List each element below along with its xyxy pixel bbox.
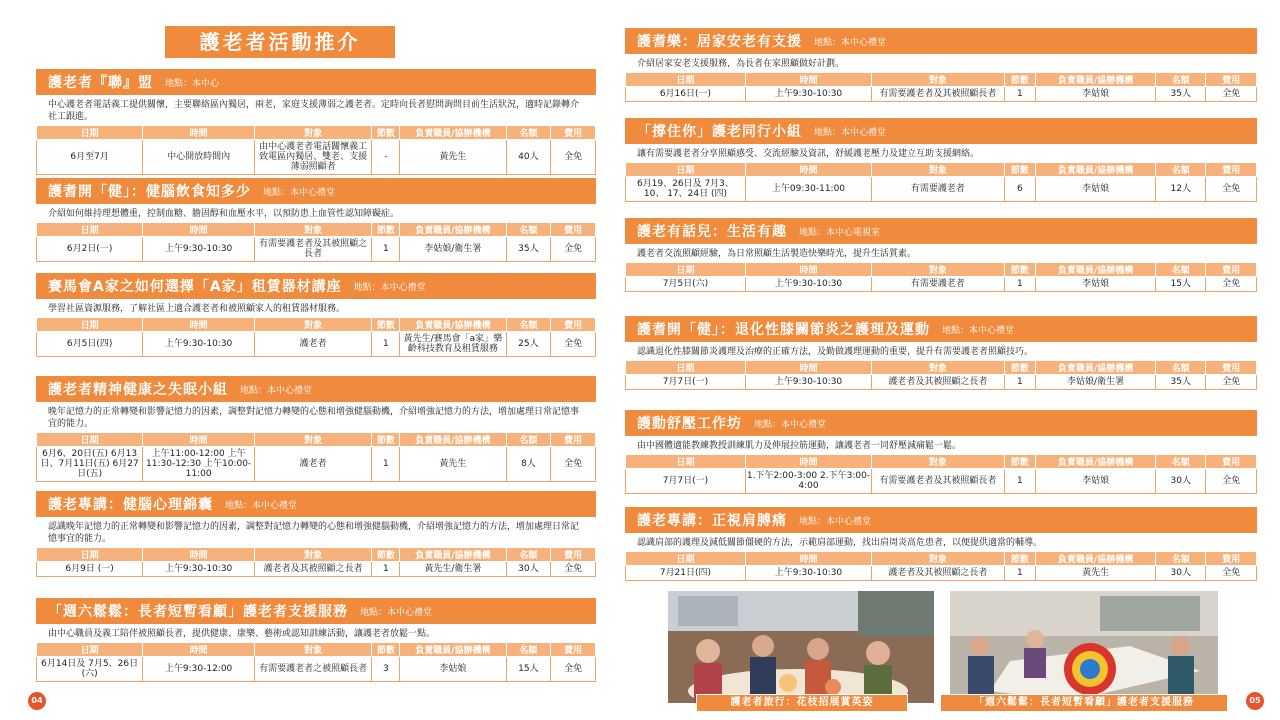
table-cell: 上午9:30-10:30: [745, 566, 871, 581]
table-header-cell: 費用: [551, 548, 596, 562]
table-cell: 黃先生: [400, 447, 506, 482]
table-row: [37, 657, 596, 682]
table-header-cell: 時間: [143, 126, 255, 140]
table-row: [37, 562, 596, 577]
activity-title: 護老專講：正視肩膊痛: [637, 513, 787, 529]
table-header-cell: 日期: [37, 548, 143, 562]
table-header-cell: 名額: [506, 548, 551, 562]
activity-header: [36, 376, 596, 402]
table-cell: 6: [1004, 177, 1036, 202]
activity-header: [625, 316, 1257, 342]
activity-table: [625, 162, 1257, 202]
activity-description: 護老者交流照顧經驗，為日常照顧生活製造快樂時光，提升生活質素。: [637, 249, 917, 259]
activity-description: 由中國體適能教練教授訓練肌力及伸展拉筋運動，讓護老者一同舒壓減痛鬆一鬆。: [637, 441, 962, 451]
activity-title: 護耆開「健」：退化性膝關節炎之護理及運動: [637, 322, 930, 338]
activity-title: 「週六鬆鬆：長者短暫看顧」護老者支援服務: [48, 604, 348, 620]
activity-section: [625, 218, 1257, 292]
table-header-cell: 名額: [506, 318, 551, 332]
activity-section: [36, 178, 596, 262]
activity-location: 地點：本中心禮堂: [353, 282, 426, 293]
table-cell: 1: [1004, 277, 1036, 292]
table-header-cell: 費用: [551, 433, 596, 447]
table-cell: 3: [372, 657, 400, 682]
table-header-cell: 負責職員/協辦機構: [1036, 73, 1156, 87]
table-cell: 中心開放時間內: [143, 140, 255, 175]
table-header-cell: 名額: [1156, 361, 1206, 375]
table-header-row: [626, 455, 1257, 469]
table-cell: 有需要護老者: [872, 277, 1005, 292]
table-header-cell: 費用: [551, 318, 596, 332]
table-header-cell: 日期: [626, 163, 746, 177]
table-header-row: [37, 223, 596, 237]
table-header-row: [626, 361, 1257, 375]
table-cell: 35人: [506, 237, 551, 262]
table-header-cell: 費用: [1206, 163, 1257, 177]
table-header-cell: 時間: [143, 223, 255, 237]
activity-location: 地點：本中心禮堂: [225, 500, 298, 511]
table-cell: 有需要護老者及其被照顧之長者: [255, 237, 372, 262]
table-header-row: [37, 318, 596, 332]
table-cell: 護老者及其被照顧之長者: [872, 566, 1005, 581]
activity-table: [625, 262, 1257, 292]
table-header-cell: 時間: [745, 361, 871, 375]
activity-title: 護耆樂：居家安老有支援: [637, 34, 802, 50]
table-header-cell: 節數: [1004, 163, 1036, 177]
activity-description: 讓有需要護老者分享照顧感受、交流經驗及資訊，舒緩護老壓力及建立互助支援網絡。: [637, 149, 980, 159]
table-cell: 上午11:00-12:00 上午11:30-12:30 上午10:00-11:00: [143, 447, 255, 482]
table-header-row: [37, 548, 596, 562]
table-header-cell: 對象: [255, 433, 372, 447]
table-cell: 全免: [1206, 566, 1257, 581]
activity-section: [625, 28, 1257, 102]
table-header-cell: 名額: [1156, 552, 1206, 566]
activity-description: 學習社區資源服務，了解社區上適合護老者和被照顧家人的租賃器材服務。: [48, 304, 346, 314]
table-cell: 全免: [551, 140, 596, 175]
table-header-cell: 對象: [255, 223, 372, 237]
table-header-cell: 日期: [37, 433, 143, 447]
table-cell: 7月21日(四): [626, 566, 746, 581]
table-cell: 30人: [506, 562, 551, 577]
activity-table: [36, 432, 596, 482]
table-header-cell: 負責職員/協辦機構: [400, 548, 506, 562]
table-header-cell: 名額: [1156, 263, 1206, 277]
table-cell: 35人: [1156, 375, 1206, 390]
table-cell: 40人: [506, 140, 551, 175]
table-cell: 全免: [551, 657, 596, 682]
table-header-cell: 對象: [255, 643, 372, 657]
table-header-cell: 日期: [37, 643, 143, 657]
table-cell: -: [372, 140, 400, 175]
activity-description: 認識晚年記憶力的正常轉變和影響記憶力的因素，調整對記憶力轉變的心態和增強健腦動機，介紹增強記憶力的方法，增加處理日常記憶事宜的能力。: [48, 522, 580, 544]
table-cell: 李姑娘/衛生署: [1036, 375, 1156, 390]
photo-saturday: [950, 591, 1218, 703]
table-header-cell: 對象: [255, 548, 372, 562]
table-header-cell: 時間: [143, 548, 255, 562]
table-header-cell: 日期: [626, 361, 746, 375]
table-row: [626, 566, 1257, 581]
table-header-cell: 負責職員/協辦機構: [1036, 455, 1156, 469]
activity-section: [625, 118, 1257, 202]
table-header-cell: 日期: [626, 552, 746, 566]
activity-section: [36, 69, 596, 175]
table-header-row: [626, 263, 1257, 277]
table-cell: 30人: [1156, 469, 1206, 494]
activity-description: 晚年記憶力的正常轉變和影響記憶力的因素，調整對記憶力轉變的心態和增強健腦動機，介紹增強記憶力的方法，增加處理日常記憶事宜的能力。: [48, 407, 580, 429]
table-header-cell: 負責職員/協辦機構: [1036, 163, 1156, 177]
table-header-cell: 節數: [372, 126, 400, 140]
table-cell: 全免: [1206, 277, 1257, 292]
table-row: [37, 237, 596, 262]
activity-section: [36, 376, 596, 482]
table-header-cell: 名額: [1156, 163, 1206, 177]
table-header-cell: 費用: [551, 223, 596, 237]
table-cell: 6月9日 (一): [37, 562, 143, 577]
table-cell: 30人: [1156, 566, 1206, 581]
table-header-row: [626, 552, 1257, 566]
table-cell: 6月6、20日(五) 6月13日、7月11日(五) 6月27日(五): [37, 447, 143, 482]
table-cell: 全免: [551, 562, 596, 577]
photo-saturday-caption: 「週六鬆鬆：長者短暫看顧」護老者支援服務: [940, 694, 1228, 712]
activity-section: [36, 273, 596, 357]
table-header-cell: 日期: [626, 455, 746, 469]
table-cell: 全免: [1206, 87, 1257, 102]
activity-header: [36, 273, 596, 299]
table-header-cell: 時間: [143, 318, 255, 332]
activity-table: [36, 317, 596, 357]
activity-title: 賽馬會A家之如何選擇「A家」租賃器材講座: [48, 279, 342, 295]
table-cell: 1.下午2:00-3:00 2.下午3:00-4:00: [745, 469, 871, 494]
activity-header: [36, 598, 596, 624]
table-row: [626, 87, 1257, 102]
table-cell: 李姑娘/衛生署: [400, 237, 506, 262]
table-cell: 6月16日(一): [626, 87, 746, 102]
activity-title: 護耆開「健」：健腦飲食知多少: [48, 184, 251, 200]
table-cell: 25人: [506, 332, 551, 357]
table-header-cell: 對象: [872, 73, 1005, 87]
table-cell: 1: [1004, 87, 1036, 102]
table-cell: 上午9:30-10:30: [745, 87, 871, 102]
table-header-cell: 名額: [506, 433, 551, 447]
activity-location: 地點：本中心禮堂: [754, 419, 827, 430]
activity-table: [36, 222, 596, 262]
table-row: [626, 277, 1257, 292]
table-header-cell: 日期: [37, 126, 143, 140]
activity-location: 地點：本中心禮堂: [240, 385, 313, 396]
group-activity-photo: [950, 591, 1218, 703]
table-cell: 7月7日(一): [626, 375, 746, 390]
table-header-row: [37, 126, 596, 140]
activity-section: [625, 507, 1257, 581]
table-header-cell: 名額: [1156, 73, 1206, 87]
table-header-cell: 費用: [1206, 73, 1257, 87]
activity-description: 由中心職員及義工陪伴被照顧長者，提供健康、康樂、藝術或認知訓練活動，讓護老者放鬆一點。: [48, 629, 436, 639]
table-cell: 1: [372, 332, 400, 357]
photo-trip-caption: 護老者旅行：花枝招展賞英姿: [696, 694, 908, 712]
table-header-cell: 費用: [1206, 455, 1257, 469]
table-cell: 全免: [551, 332, 596, 357]
activity-table: [625, 360, 1257, 390]
activity-section: [36, 491, 596, 577]
activity-table: [36, 642, 596, 682]
table-header-cell: 負責職員/協辦機構: [1036, 263, 1156, 277]
table-cell: 7月5日(六): [626, 277, 746, 292]
table-cell: 上午9:30-10:30: [143, 237, 255, 262]
table-header-cell: 時間: [745, 552, 871, 566]
activity-title: 護老者『聯』盟: [48, 75, 153, 91]
table-cell: 上午09:30-11:00: [745, 177, 871, 202]
table-cell: 由中心護老者電話關懷義工致電區內獨居、雙老、支援薄弱照顧者: [255, 140, 372, 175]
group-dining-photo: [668, 591, 934, 703]
table-header-cell: 節數: [372, 318, 400, 332]
table-header-cell: 日期: [626, 73, 746, 87]
table-cell: 15人: [506, 657, 551, 682]
table-header-cell: 節數: [1004, 73, 1036, 87]
activity-table: [36, 125, 596, 175]
table-cell: 1: [372, 447, 400, 482]
activity-location: 地點：本中心禮堂: [814, 37, 887, 48]
table-header-cell: 負責職員/協辦機構: [400, 223, 506, 237]
activity-location: 地點：本中心電視室: [799, 227, 881, 238]
table-cell: 上午9:30-12:00: [143, 657, 255, 682]
table-cell: 黃先生: [400, 140, 506, 175]
activity-title: 護老專講：健腦心理錦囊: [48, 497, 213, 513]
activity-header: [625, 507, 1257, 533]
table-header-cell: 費用: [1206, 361, 1257, 375]
table-row: [37, 332, 596, 357]
table-cell: 有需要護老者之被照顧長者: [255, 657, 372, 682]
table-row: [626, 375, 1257, 390]
table-header-cell: 節數: [372, 548, 400, 562]
activity-header: [36, 69, 596, 95]
table-header-cell: 費用: [551, 643, 596, 657]
activity-location: 地點：本中心: [165, 78, 220, 89]
activity-description: 中心護老者電話義工提供關懷，主要聯絡區內獨居，兩老，家庭支援薄弱之護老者。定時向長者慰問詢問目前生活狀況，適時記錄轉介社工跟進。: [48, 100, 580, 122]
table-header-cell: 時間: [745, 455, 871, 469]
table-header-cell: 名額: [506, 643, 551, 657]
activity-description: 介紹居家安老支援服務，為長者在家照顧做好計劃。: [637, 59, 845, 69]
activity-table: [625, 551, 1257, 581]
table-header-cell: 負責職員/協辦機構: [400, 643, 506, 657]
table-cell: 有需要護老者: [872, 177, 1005, 202]
table-cell: 護老者: [255, 332, 372, 357]
activity-description: 認識退化性膝關節炎護理及治療的正確方法，及勤做護理運動的重要，提升有需要護老者照顧技巧。: [637, 347, 1034, 357]
table-row: [626, 177, 1257, 202]
table-cell: 全免: [551, 237, 596, 262]
photo-trip: [668, 591, 934, 703]
table-header-row: [37, 643, 596, 657]
table-cell: 上午9:30-10:30: [745, 375, 871, 390]
activity-section: [36, 598, 596, 682]
table-header-cell: 負責職員/協辦機構: [400, 318, 506, 332]
table-header-cell: 時間: [143, 643, 255, 657]
activity-location: 地點：本中心禮堂: [799, 516, 872, 527]
table-row: [37, 140, 596, 175]
activity-header: [625, 218, 1257, 244]
activity-section: [625, 410, 1257, 494]
table-cell: 護老者及其被照顧之長者: [872, 375, 1005, 390]
activity-title: 護動舒壓工作坊: [637, 416, 742, 432]
table-row: [37, 447, 596, 482]
table-header-cell: 時間: [143, 433, 255, 447]
table-header-cell: 名額: [1156, 455, 1206, 469]
table-cell: 1: [1004, 375, 1036, 390]
table-header-cell: 日期: [37, 318, 143, 332]
activity-location: 地點：本中心禮堂: [942, 325, 1015, 336]
table-header-cell: 費用: [1206, 263, 1257, 277]
table-header-cell: 費用: [1206, 552, 1257, 566]
table-cell: 李姑娘: [1036, 177, 1156, 202]
table-row: [626, 469, 1257, 494]
table-cell: 有需要護老者及其被照顧長者: [872, 87, 1005, 102]
activity-table: [625, 454, 1257, 494]
table-cell: 15人: [1156, 277, 1206, 292]
table-cell: 1: [1004, 469, 1036, 494]
table-header-cell: 負責職員/協辦機構: [400, 433, 506, 447]
table-cell: 8人: [506, 447, 551, 482]
table-cell: 6月至7月: [37, 140, 143, 175]
table-cell: 黃先生/衛生署: [400, 562, 506, 577]
table-cell: 1: [372, 237, 400, 262]
table-cell: 1: [372, 562, 400, 577]
table-header-cell: 節數: [372, 433, 400, 447]
activity-description: 介紹如何維持理想體重，控制血糖、膽固醇和血壓水平，以預防患上血管性認知障礙症。: [48, 209, 400, 219]
table-header-cell: 節數: [372, 643, 400, 657]
table-cell: 12人: [1156, 177, 1206, 202]
activity-location: 地點：本中心禮堂: [360, 607, 433, 618]
activity-table: [625, 72, 1257, 102]
activity-header: [36, 178, 596, 204]
table-header-cell: 節數: [1004, 263, 1036, 277]
table-cell: 李姑娘: [1036, 469, 1156, 494]
table-header-cell: 時間: [745, 163, 871, 177]
table-cell: 6月19、26日及 7月3、10、 17、24日 (四): [626, 177, 746, 202]
table-cell: 上午9:30-10:30: [143, 332, 255, 357]
table-header-cell: 節數: [1004, 552, 1036, 566]
page-number-left: 04: [28, 692, 46, 710]
table-cell: 6月2日(一): [37, 237, 143, 262]
table-cell: 6月14日及 7月5、26日 (六): [37, 657, 143, 682]
table-header-cell: 時間: [745, 73, 871, 87]
activity-title: 「撐住你」護老同行小組: [637, 124, 802, 140]
table-cell: 黃先生: [1036, 566, 1156, 581]
table-header-cell: 對象: [872, 361, 1005, 375]
table-header-cell: 對象: [872, 163, 1005, 177]
table-cell: 上午9:30-10:30: [143, 562, 255, 577]
table-header-cell: 負責職員/協辦機構: [400, 126, 506, 140]
page-number-right: 05: [1246, 692, 1264, 710]
table-header-cell: 日期: [37, 223, 143, 237]
table-header-cell: 對象: [255, 126, 372, 140]
table-cell: 黃先生/賽馬會「a家」樂齡科技教育及租賃服務: [400, 332, 506, 357]
table-cell: 護老者及其被照顧之長者: [255, 562, 372, 577]
table-cell: 35人: [1156, 87, 1206, 102]
activity-location: 地點：本中心禮堂: [263, 187, 336, 198]
activity-title: 護老有話兒：生活有趣: [637, 224, 787, 240]
table-cell: 全免: [551, 447, 596, 482]
activity-section: [625, 316, 1257, 390]
table-cell: 李姑娘: [1036, 87, 1156, 102]
activity-description: 認識肩部的護理及減低關節僵硬的方法，示範肩部運動，找出肩周炎高危患者，以便提供適當的輔導。: [637, 538, 1043, 548]
table-cell: 全免: [1206, 469, 1257, 494]
table-header-row: [37, 433, 596, 447]
activity-header: [36, 491, 596, 517]
table-cell: 全免: [1206, 177, 1257, 202]
table-header-cell: 費用: [551, 126, 596, 140]
table-header-cell: 對象: [255, 318, 372, 332]
table-cell: 李姑娘: [1036, 277, 1156, 292]
activity-header: [625, 118, 1257, 144]
table-cell: 有需要護老者及其被照顧長者: [872, 469, 1005, 494]
table-header-cell: 負責職員/協辦機構: [1036, 552, 1156, 566]
table-header-cell: 節數: [372, 223, 400, 237]
table-cell: 全免: [1206, 375, 1257, 390]
table-header-row: [626, 73, 1257, 87]
table-header-cell: 時間: [745, 263, 871, 277]
activity-header: [625, 410, 1257, 436]
table-cell: 護老者: [255, 447, 372, 482]
table-cell: 李姑娘: [400, 657, 506, 682]
activity-header: [625, 28, 1257, 54]
table-cell: 1: [1004, 566, 1036, 581]
table-header-cell: 節數: [1004, 361, 1036, 375]
table-cell: 6月5日(四): [37, 332, 143, 357]
table-header-cell: 名額: [506, 223, 551, 237]
table-header-cell: 負責職員/協辦機構: [1036, 361, 1156, 375]
activity-location: 地點：本中心禮堂: [814, 127, 887, 138]
table-cell: 上午9:30-10:30: [745, 277, 871, 292]
table-header-row: [626, 163, 1257, 177]
table-cell: 7月7日(一): [626, 469, 746, 494]
table-header-cell: 對象: [872, 455, 1005, 469]
page-title: 護老者活動推介: [165, 26, 395, 58]
table-header-cell: 對象: [872, 263, 1005, 277]
table-header-cell: 節數: [1004, 455, 1036, 469]
activity-title: 護老者精神健康之失眠小組: [48, 382, 228, 398]
table-header-cell: 對象: [872, 552, 1005, 566]
activity-table: [36, 547, 596, 577]
table-header-cell: 日期: [626, 263, 746, 277]
table-header-cell: 名額: [506, 126, 551, 140]
